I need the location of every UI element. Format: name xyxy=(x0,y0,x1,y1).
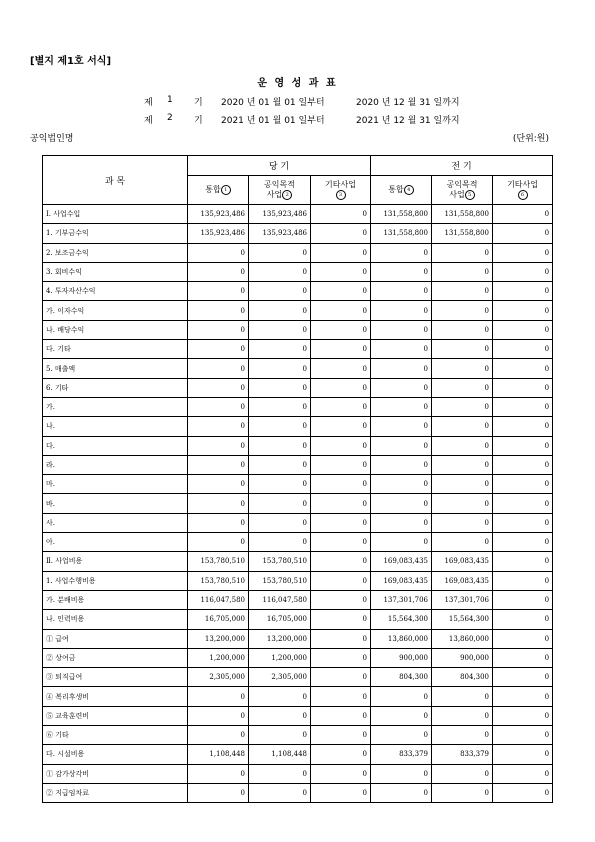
cell-value: 0 xyxy=(432,282,493,301)
cell-value: 0 xyxy=(311,648,371,667)
cell-value: 2,305,000 xyxy=(188,668,249,687)
cell-value: 0 xyxy=(249,320,311,339)
operating-results-table xyxy=(42,155,553,803)
cell-value: 15,564,300 xyxy=(371,610,432,629)
cell-value: 0 xyxy=(493,764,553,783)
cell-value: 0 xyxy=(432,533,493,552)
cell-value: 0 xyxy=(188,687,249,706)
cell-value: 0 xyxy=(311,590,371,609)
cell-value: 0 xyxy=(311,571,371,590)
cell-value: 1,108,448 xyxy=(249,745,311,764)
cell-value: 0 xyxy=(432,378,493,397)
cell-value: 0 xyxy=(249,301,311,320)
col-public-current xyxy=(249,176,311,205)
row-label: 마. xyxy=(43,475,188,494)
cell-value: 0 xyxy=(188,494,249,513)
cell-value: 131,558,800 xyxy=(371,205,432,224)
cell-value: 0 xyxy=(311,533,371,552)
table-row xyxy=(43,745,553,764)
cell-value: 0 xyxy=(432,436,493,455)
cell-value: 0 xyxy=(493,262,553,281)
row-label: 가. 분배비용 xyxy=(43,590,188,609)
cell-value: 0 xyxy=(311,340,371,359)
cell-value: 0 xyxy=(311,301,371,320)
subject-header: 과 목 xyxy=(43,156,188,205)
row-label: Ⅰ. 사업수입 xyxy=(43,205,188,224)
cell-value: 0 xyxy=(371,397,432,416)
table-row xyxy=(43,475,553,494)
row-label: 5. 매출액 xyxy=(43,359,188,378)
cell-value: 0 xyxy=(311,687,371,706)
cell-value: 0 xyxy=(432,783,493,802)
col-label: 통합 xyxy=(388,185,404,194)
cell-value: 0 xyxy=(249,378,311,397)
cell-value: 0 xyxy=(249,706,311,725)
row-label: 다. xyxy=(43,436,188,455)
cell-value: 0 xyxy=(493,745,553,764)
col-label: 사업 xyxy=(449,190,465,199)
cell-value: 0 xyxy=(188,533,249,552)
table-row xyxy=(43,417,553,436)
cell-value: 0 xyxy=(188,726,249,745)
cell-value: 13,200,000 xyxy=(249,629,311,648)
cell-value: 0 xyxy=(311,359,371,378)
cell-value: 169,083,435 xyxy=(432,571,493,590)
cell-value: 0 xyxy=(371,783,432,802)
cell-value: 0 xyxy=(493,205,553,224)
circle-mark: 3 xyxy=(336,190,346,200)
form-number: [별지 제1호 서식] xyxy=(30,56,112,67)
row-label: 나. 배당수익 xyxy=(43,320,188,339)
col-public-prior xyxy=(432,176,493,205)
cell-value: 833,379 xyxy=(432,745,493,764)
cell-value: 0 xyxy=(493,590,553,609)
circle-mark: 5 xyxy=(465,190,475,200)
row-label: ④ 복리후생비 xyxy=(43,687,188,706)
cell-value: 0 xyxy=(432,687,493,706)
cell-value: 0 xyxy=(432,513,493,532)
period-to: 2020 년 12 월 31 일까지 xyxy=(356,98,460,108)
cell-value: 0 xyxy=(249,340,311,359)
cell-value: 0 xyxy=(311,224,371,243)
cell-value: 0 xyxy=(188,513,249,532)
cell-value: 0 xyxy=(311,745,371,764)
cell-value: 0 xyxy=(432,397,493,416)
col-label: 사업 xyxy=(266,190,283,199)
row-label: 라. xyxy=(43,455,188,474)
row-label: 6. 기타 xyxy=(43,378,188,397)
row-label: 3. 회비수익 xyxy=(43,262,188,281)
cell-value: 1,200,000 xyxy=(188,648,249,667)
cell-value: 0 xyxy=(371,436,432,455)
cell-value: 0 xyxy=(493,301,553,320)
row-label: 가. xyxy=(43,397,188,416)
cell-value: 0 xyxy=(493,552,553,571)
table-row xyxy=(43,687,553,706)
cell-value: 833,379 xyxy=(371,745,432,764)
circle-mark: 1 xyxy=(221,185,231,195)
cell-value: 0 xyxy=(249,243,311,262)
cell-value: 0 xyxy=(188,243,249,262)
cell-value: 0 xyxy=(188,764,249,783)
table-row xyxy=(43,590,553,609)
row-label: 사. xyxy=(43,513,188,532)
table-row xyxy=(43,726,553,745)
cell-value: 135,923,486 xyxy=(249,205,311,224)
cell-value: 1,200,000 xyxy=(249,648,311,667)
cell-value: 0 xyxy=(493,224,553,243)
current-period-header: 당 기 xyxy=(188,156,371,176)
row-label: 다. 기타 xyxy=(43,340,188,359)
cell-value: 131,558,800 xyxy=(432,224,493,243)
circle-mark: 6 xyxy=(518,190,528,200)
table-row xyxy=(43,494,553,513)
cell-value: 0 xyxy=(188,378,249,397)
cell-value: 0 xyxy=(493,610,553,629)
cell-value: 0 xyxy=(249,436,311,455)
cell-value: 0 xyxy=(311,205,371,224)
cell-value: 0 xyxy=(188,475,249,494)
cell-value: 135,923,486 xyxy=(249,224,311,243)
period-label-1: 제 xyxy=(144,98,153,108)
table-row xyxy=(43,397,553,416)
cell-value: 0 xyxy=(188,417,249,436)
cell-value: 0 xyxy=(432,455,493,474)
table-row xyxy=(43,552,553,571)
col-label: 통합 xyxy=(205,185,221,194)
cell-value: 0 xyxy=(493,340,553,359)
cell-value: 0 xyxy=(493,359,553,378)
org-name-label: 공익법인명 xyxy=(30,134,74,144)
cell-value: 0 xyxy=(311,610,371,629)
cell-value: 0 xyxy=(311,417,371,436)
cell-value: 0 xyxy=(371,726,432,745)
cell-value: 0 xyxy=(311,668,371,687)
cell-value: 135,923,486 xyxy=(188,205,249,224)
cell-value: 0 xyxy=(493,243,553,262)
cell-value: 0 xyxy=(249,783,311,802)
cell-value: 0 xyxy=(432,475,493,494)
cell-value: 0 xyxy=(493,726,553,745)
cell-value: 0 xyxy=(493,687,553,706)
table-row xyxy=(43,378,553,397)
cell-value: 0 xyxy=(371,455,432,474)
cell-value: 131,558,800 xyxy=(371,224,432,243)
cell-value: 135,923,486 xyxy=(188,224,249,243)
cell-value: 0 xyxy=(311,320,371,339)
table-row xyxy=(43,610,553,629)
cell-value: 0 xyxy=(493,648,553,667)
cell-value: 0 xyxy=(493,533,553,552)
table-row xyxy=(43,513,553,532)
cell-value: 0 xyxy=(311,243,371,262)
table-row xyxy=(43,764,553,783)
circle-mark: 2 xyxy=(282,190,292,200)
cell-value: 169,083,435 xyxy=(432,552,493,571)
cell-value: 0 xyxy=(311,726,371,745)
period-number: 2 xyxy=(167,113,173,123)
cell-value: 137,301,706 xyxy=(371,590,432,609)
cell-value: 0 xyxy=(311,436,371,455)
cell-value: 116,047,580 xyxy=(188,590,249,609)
cell-value: 0 xyxy=(249,397,311,416)
cell-value: 804,300 xyxy=(432,668,493,687)
cell-value: 0 xyxy=(493,282,553,301)
row-label: ② 지급임차료 xyxy=(43,783,188,802)
col-other-current xyxy=(311,176,371,205)
cell-value: 0 xyxy=(371,494,432,513)
row-label: Ⅱ. 사업비용 xyxy=(43,552,188,571)
cell-value: 0 xyxy=(311,764,371,783)
table-row xyxy=(43,205,553,224)
col-label: 공익목적 xyxy=(264,180,295,189)
table-row xyxy=(43,648,553,667)
table-row xyxy=(43,320,553,339)
cell-value: 0 xyxy=(371,687,432,706)
cell-value: 0 xyxy=(432,726,493,745)
cell-value: 0 xyxy=(432,301,493,320)
col-total-current xyxy=(188,176,249,205)
cell-value: 0 xyxy=(311,282,371,301)
table-row xyxy=(43,629,553,648)
cell-value: 0 xyxy=(311,378,371,397)
cell-value: 16,705,000 xyxy=(249,610,311,629)
cell-value: 0 xyxy=(249,687,311,706)
period-label-2: 기 xyxy=(194,98,203,108)
cell-value: 0 xyxy=(188,455,249,474)
row-label: 가. 이자수익 xyxy=(43,301,188,320)
row-label: ① 감가상각비 xyxy=(43,764,188,783)
table-row xyxy=(43,224,553,243)
period-label-2: 기 xyxy=(194,116,203,126)
cell-value: 0 xyxy=(432,494,493,513)
cell-value: 0 xyxy=(371,340,432,359)
cell-value: 0 xyxy=(493,783,553,802)
cell-value: 0 xyxy=(371,378,432,397)
cell-value: 0 xyxy=(311,475,371,494)
table-row xyxy=(43,301,553,320)
cell-value: 0 xyxy=(249,455,311,474)
cell-value: 0 xyxy=(493,455,553,474)
cell-value: 0 xyxy=(311,706,371,725)
cell-value: 0 xyxy=(249,513,311,532)
table-row xyxy=(43,668,553,687)
row-label: ⑤ 교육훈련비 xyxy=(43,706,188,725)
cell-value: 0 xyxy=(432,764,493,783)
col-label: 기타사업 xyxy=(325,180,356,189)
cell-value: 153,780,510 xyxy=(188,571,249,590)
cell-value: 0 xyxy=(371,282,432,301)
cell-value: 1,108,448 xyxy=(188,745,249,764)
cell-value: 0 xyxy=(371,417,432,436)
cell-value: 0 xyxy=(188,301,249,320)
row-label: 4. 투자자산수익 xyxy=(43,282,188,301)
row-label: 1. 기부금수익 xyxy=(43,224,188,243)
cell-value: 0 xyxy=(432,262,493,281)
cell-value: 0 xyxy=(188,282,249,301)
cell-value: 900,000 xyxy=(371,648,432,667)
cell-value: 2,305,000 xyxy=(249,668,311,687)
period-number: 1 xyxy=(167,95,173,105)
row-label: 아. xyxy=(43,533,188,552)
period-label-1: 제 xyxy=(144,116,153,126)
cell-value: 0 xyxy=(188,436,249,455)
cell-value: 0 xyxy=(493,436,553,455)
period-from: 2021 년 01 월 01 일부터 xyxy=(221,116,325,126)
cell-value: 13,200,000 xyxy=(188,629,249,648)
table-row xyxy=(43,262,553,281)
cell-value: 0 xyxy=(432,417,493,436)
cell-value: 0 xyxy=(371,262,432,281)
cell-value: 0 xyxy=(188,706,249,725)
cell-value: 0 xyxy=(493,475,553,494)
cell-value: 0 xyxy=(493,417,553,436)
cell-value: 0 xyxy=(493,668,553,687)
table-row xyxy=(43,533,553,552)
row-label: 2. 보조금수익 xyxy=(43,243,188,262)
cell-value: 0 xyxy=(371,243,432,262)
cell-value: 0 xyxy=(371,301,432,320)
cell-value: 0 xyxy=(311,262,371,281)
cell-value: 0 xyxy=(249,262,311,281)
col-label: 공익목적 xyxy=(446,180,478,189)
period-to: 2021 년 12 월 31 일까지 xyxy=(356,116,460,126)
table-row xyxy=(43,455,553,474)
cell-value: 0 xyxy=(188,340,249,359)
col-other-prior xyxy=(493,176,553,205)
cell-value: 804,300 xyxy=(371,668,432,687)
cell-value: 0 xyxy=(493,513,553,532)
cell-value: 0 xyxy=(249,764,311,783)
cell-value: 0 xyxy=(371,475,432,494)
page-title: 운 영 성 과 표 xyxy=(257,78,338,89)
cell-value: 0 xyxy=(493,320,553,339)
period-from: 2020 년 01 월 01 일부터 xyxy=(221,98,325,108)
cell-value: 0 xyxy=(432,706,493,725)
cell-value: 153,780,510 xyxy=(188,552,249,571)
row-label: ② 상여금 xyxy=(43,648,188,667)
row-label: 1. 사업수행비용 xyxy=(43,571,188,590)
cell-value: 0 xyxy=(311,455,371,474)
prior-period-header: 전 기 xyxy=(371,156,553,176)
cell-value: 0 xyxy=(371,359,432,378)
cell-value: 0 xyxy=(249,726,311,745)
cell-value: 0 xyxy=(249,494,311,513)
table-row xyxy=(43,706,553,725)
cell-value: 0 xyxy=(188,262,249,281)
table-row xyxy=(43,571,553,590)
row-label: 나. xyxy=(43,417,188,436)
row-label: 다. 시설비용 xyxy=(43,745,188,764)
cell-value: 0 xyxy=(311,397,371,416)
cell-value: 0 xyxy=(493,706,553,725)
cell-value: 0 xyxy=(311,783,371,802)
cell-value: 0 xyxy=(249,359,311,378)
table-row xyxy=(43,282,553,301)
cell-value: 153,780,510 xyxy=(249,552,311,571)
cell-value: 0 xyxy=(432,359,493,378)
cell-value: 15,564,300 xyxy=(432,610,493,629)
row-label: 나. 인력비용 xyxy=(43,610,188,629)
cell-value: 13,860,000 xyxy=(432,629,493,648)
cell-value: 0 xyxy=(249,475,311,494)
cell-value: 0 xyxy=(188,320,249,339)
cell-value: 169,083,435 xyxy=(371,552,432,571)
cell-value: 0 xyxy=(311,552,371,571)
cell-value: 0 xyxy=(371,706,432,725)
cell-value: 0 xyxy=(249,533,311,552)
table-row xyxy=(43,436,553,455)
cell-value: 0 xyxy=(311,494,371,513)
col-total-prior xyxy=(371,176,432,205)
cell-value: 13,860,000 xyxy=(371,629,432,648)
cell-value: 116,047,580 xyxy=(249,590,311,609)
row-label: ① 급여 xyxy=(43,629,188,648)
cell-value: 16,705,000 xyxy=(188,610,249,629)
cell-value: 0 xyxy=(432,243,493,262)
cell-value: 0 xyxy=(188,397,249,416)
cell-value: 0 xyxy=(371,764,432,783)
circle-mark: 4 xyxy=(404,185,414,195)
cell-value: 0 xyxy=(371,513,432,532)
cell-value: 0 xyxy=(493,378,553,397)
table-row xyxy=(43,340,553,359)
cell-value: 0 xyxy=(371,533,432,552)
cell-value: 0 xyxy=(493,571,553,590)
cell-value: 137,301,706 xyxy=(432,590,493,609)
cell-value: 0 xyxy=(188,783,249,802)
col-label: 기타사업 xyxy=(507,180,538,189)
cell-value: 0 xyxy=(249,417,311,436)
cell-value: 0 xyxy=(493,629,553,648)
row-label: ⑥ 기타 xyxy=(43,726,188,745)
table-row xyxy=(43,243,553,262)
unit-label: (단위:원) xyxy=(512,134,549,144)
cell-value: 0 xyxy=(311,513,371,532)
cell-value: 169,083,435 xyxy=(371,571,432,590)
cell-value: 153,780,510 xyxy=(249,571,311,590)
cell-value: 0 xyxy=(249,282,311,301)
row-label: 바. xyxy=(43,494,188,513)
table-row xyxy=(43,359,553,378)
cell-value: 0 xyxy=(311,629,371,648)
row-label: ③ 퇴직급여 xyxy=(43,668,188,687)
cell-value: 0 xyxy=(493,397,553,416)
cell-value: 131,558,800 xyxy=(432,205,493,224)
cell-value: 0 xyxy=(371,320,432,339)
cell-value: 0 xyxy=(188,359,249,378)
cell-value: 0 xyxy=(432,340,493,359)
cell-value: 0 xyxy=(432,320,493,339)
table-row xyxy=(43,783,553,802)
cell-value: 0 xyxy=(493,494,553,513)
cell-value: 900,000 xyxy=(432,648,493,667)
